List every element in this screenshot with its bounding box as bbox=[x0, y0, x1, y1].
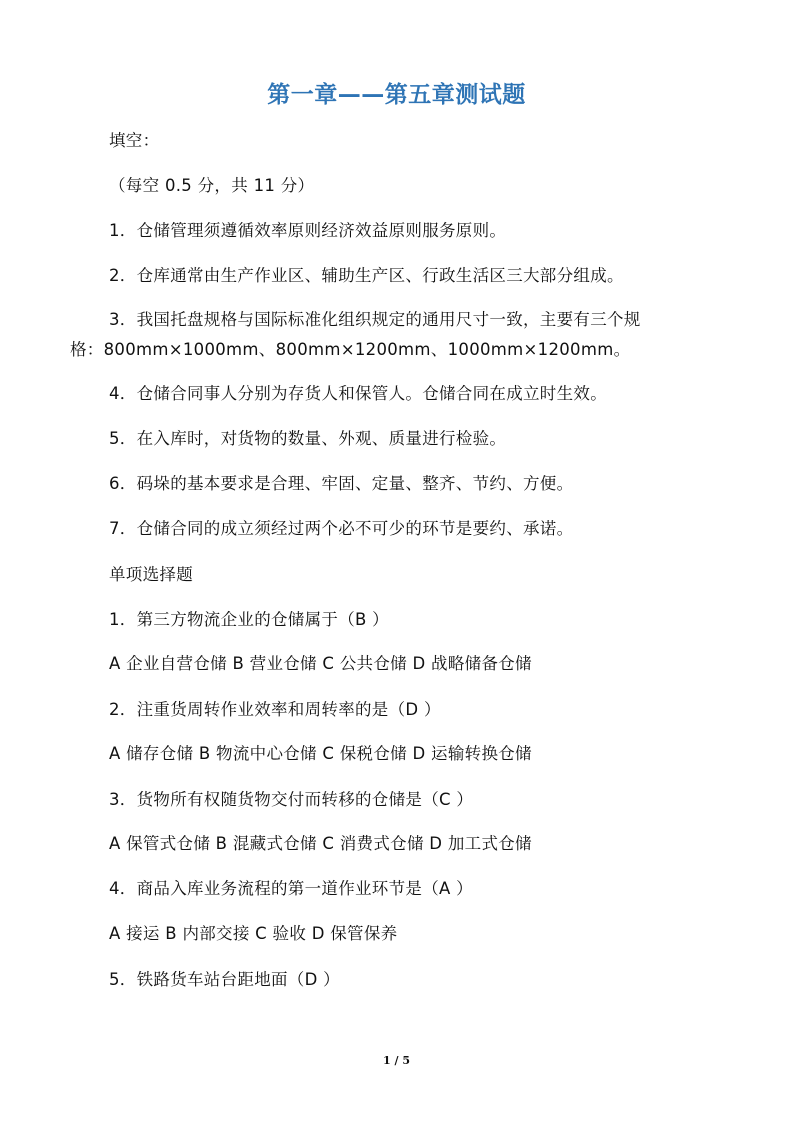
question-line: 1．仓储管理须遵循效率原则经济效益原则服务原则。 bbox=[109, 221, 507, 240]
question-line: 5．在入库时，对货物的数量、外观、质量进行检验。 bbox=[109, 429, 507, 448]
section-heading-fill-blank: 填空： bbox=[109, 131, 160, 150]
question-line: 3．我国托盘规格与国际标准化组织规定的通用尺寸一致，主要有三个规 bbox=[109, 310, 641, 329]
question-line: 3．货物所有权随货物交付而转移的仓储是（C ） bbox=[109, 790, 474, 809]
question-line: 7．仓储合同的成立须经过两个必不可少的环节是要约、承诺。 bbox=[109, 519, 574, 538]
question-line: 6．码垛的基本要求是合理、牢固、定量、整齐、节约、方便。 bbox=[109, 474, 574, 493]
options-line: A 储存仓储 B 物流中心仓储 C 保税仓储 D 运输转换仓储 bbox=[109, 744, 532, 763]
question-line: 1．第三方物流企业的仓储属于（B ） bbox=[109, 610, 389, 629]
question-line: 4．仓储合同事人分别为存货人和保管人。仓储合同在成立时生效。 bbox=[109, 384, 607, 403]
question-line: 4．商品入库业务流程的第一道作业环节是（A ） bbox=[109, 879, 473, 898]
question-line-continued: 格：800mm×1000mm、800mm×1200mm、1000mm×1200mm。 bbox=[70, 340, 631, 359]
document-title: 第一章——第五章测试题 bbox=[267, 82, 526, 108]
options-line: A 保管式仓储 B 混藏式仓储 C 消费式仓储 D 加工式仓储 bbox=[109, 834, 532, 853]
scoring-note: （每空 0.5 分，共 11 分） bbox=[109, 176, 315, 195]
question-line: 2．仓库通常由生产作业区、辅助生产区、行政生活区三大部分组成。 bbox=[109, 266, 624, 285]
question-line: 5．铁路货车站台距地面（D ） bbox=[109, 970, 340, 989]
page-number: 1 / 5 bbox=[383, 1054, 410, 1067]
section-heading-single-choice: 单项选择题 bbox=[109, 565, 193, 584]
options-line: A 接运 B 内部交接 C 验收 D 保管保养 bbox=[109, 924, 398, 943]
options-line: A 企业自营仓储 B 营业仓储 C 公共仓储 D 战略储备仓储 bbox=[109, 654, 532, 673]
question-line: 2．注重货周转作业效率和周转率的是（D ） bbox=[109, 700, 441, 719]
